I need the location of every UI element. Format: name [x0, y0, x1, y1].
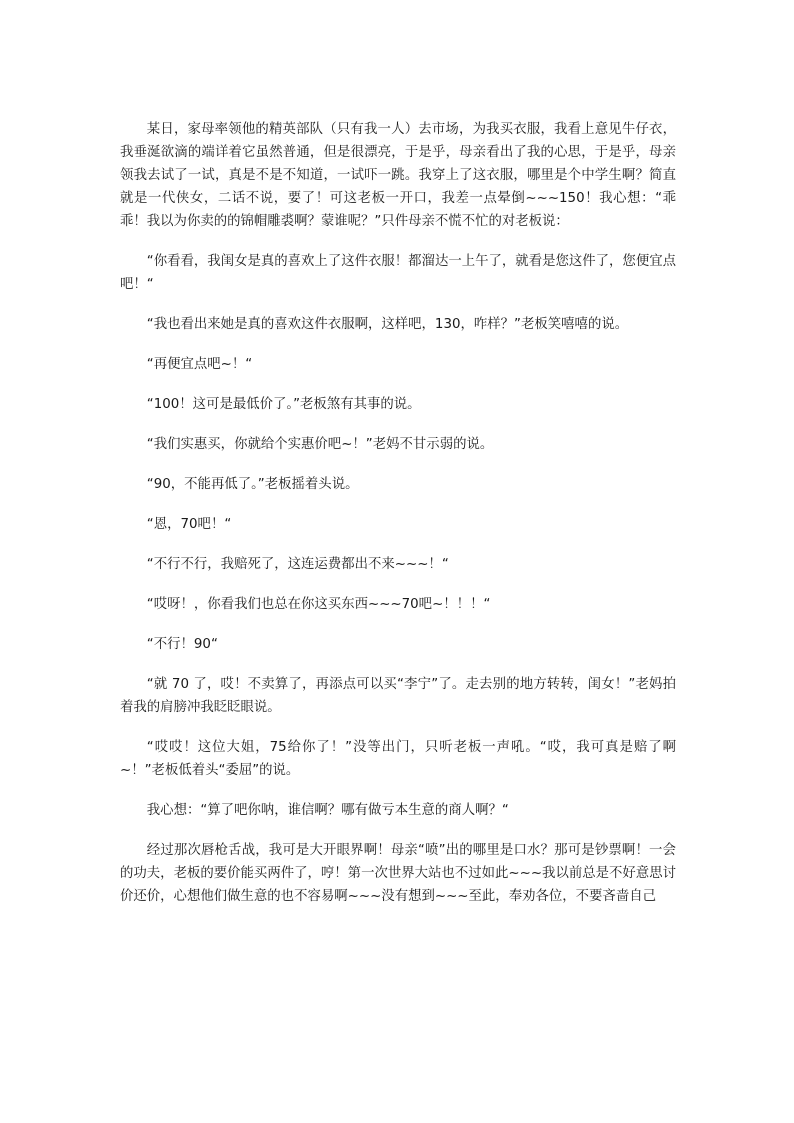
document-page — [120, 118, 676, 925]
paragraph-14: 我心想：“算了吧你呐，谁信啊？哪有做亏本生意的商人啊？“ — [146, 803, 509, 818]
paragraph-4: “再便宜点吧~！“ — [146, 357, 253, 372]
paragraph-15: 经过那次唇枪舌战，我可是大开眼界啊！母亲“喷”出的哪里是口水？那可是钞票啊！一会的功夫，老板的要价能买两件了，哼！第一次世界大站也不过如此~~~我以前总是不好意思讨价还价，心想他们做生意的也不容易啊~~~没有想到~~~至此，奉劝各位，不要吝啬自己 — [120, 843, 676, 904]
paragraph-10: “哎呀！，你看我们也总在你这买东西~~~70吧~！！！“ — [146, 597, 491, 612]
paragraph-1: 某日，家母率领他的精英部队（只有我一人）去市场，为我买衣服，我看上意见牛仔衣，我垂涎欲滴的端详着它虽然普通，但是很漂亮，于是乎，母亲看出了我的心思，于是乎，母亲领我去试了一试，真是不是不知道，一试吓一跳。我穿上了这衣服，哪里是个中学生啊？简直就是一代侠女，二话不说，要了！可这老板一开口，我差一点晕倒~~~150！我心想：“乖乖！我以为你卖的的锦帽雕裘啊？蒙谁呢？”只件母亲不慌不忙的对老板说： — [120, 122, 676, 229]
paragraph-8: “恩，70吧！“ — [146, 517, 232, 532]
paragraph-11: “不行！90“ — [146, 637, 218, 652]
paragraph-12: “就 70 了，哎！不卖算了，再添点可以买“李宁”了。走去别的地方转转，闺女！”老妈拍着我的肩膀冲我眨眨眼说。 — [120, 677, 676, 715]
paragraph-6: “我们实惠买，你就给个实惠价吧~！”老妈不甘示弱的说。 — [146, 437, 494, 452]
paragraph-3: “我也看出来她是真的喜欢这件衣服啊，这样吧，130，咋样？”老板笑嘻嘻的说。 — [146, 317, 629, 332]
paragraph-9: “不行不行，我赔死了，这连运费都出不来~~~！“ — [146, 557, 449, 572]
paragraph-2: “你看看，我闺女是真的喜欢上了这件衣服！都溜达一上午了，就看是您这件了，您便宜点吧！“ — [120, 254, 676, 292]
paragraph-13: “哎哎！这位大姐，75给你了！”没等出门，只听老板一声吼。“哎，我可真是赔了啊~！”老板低着头“委屈”的说。 — [120, 740, 676, 778]
paragraph-5: “100！这可是最低价了。”老板煞有其事的说。 — [146, 397, 421, 412]
paragraph-7: “90，不能再低了。”老板摇着头说。 — [146, 477, 359, 492]
